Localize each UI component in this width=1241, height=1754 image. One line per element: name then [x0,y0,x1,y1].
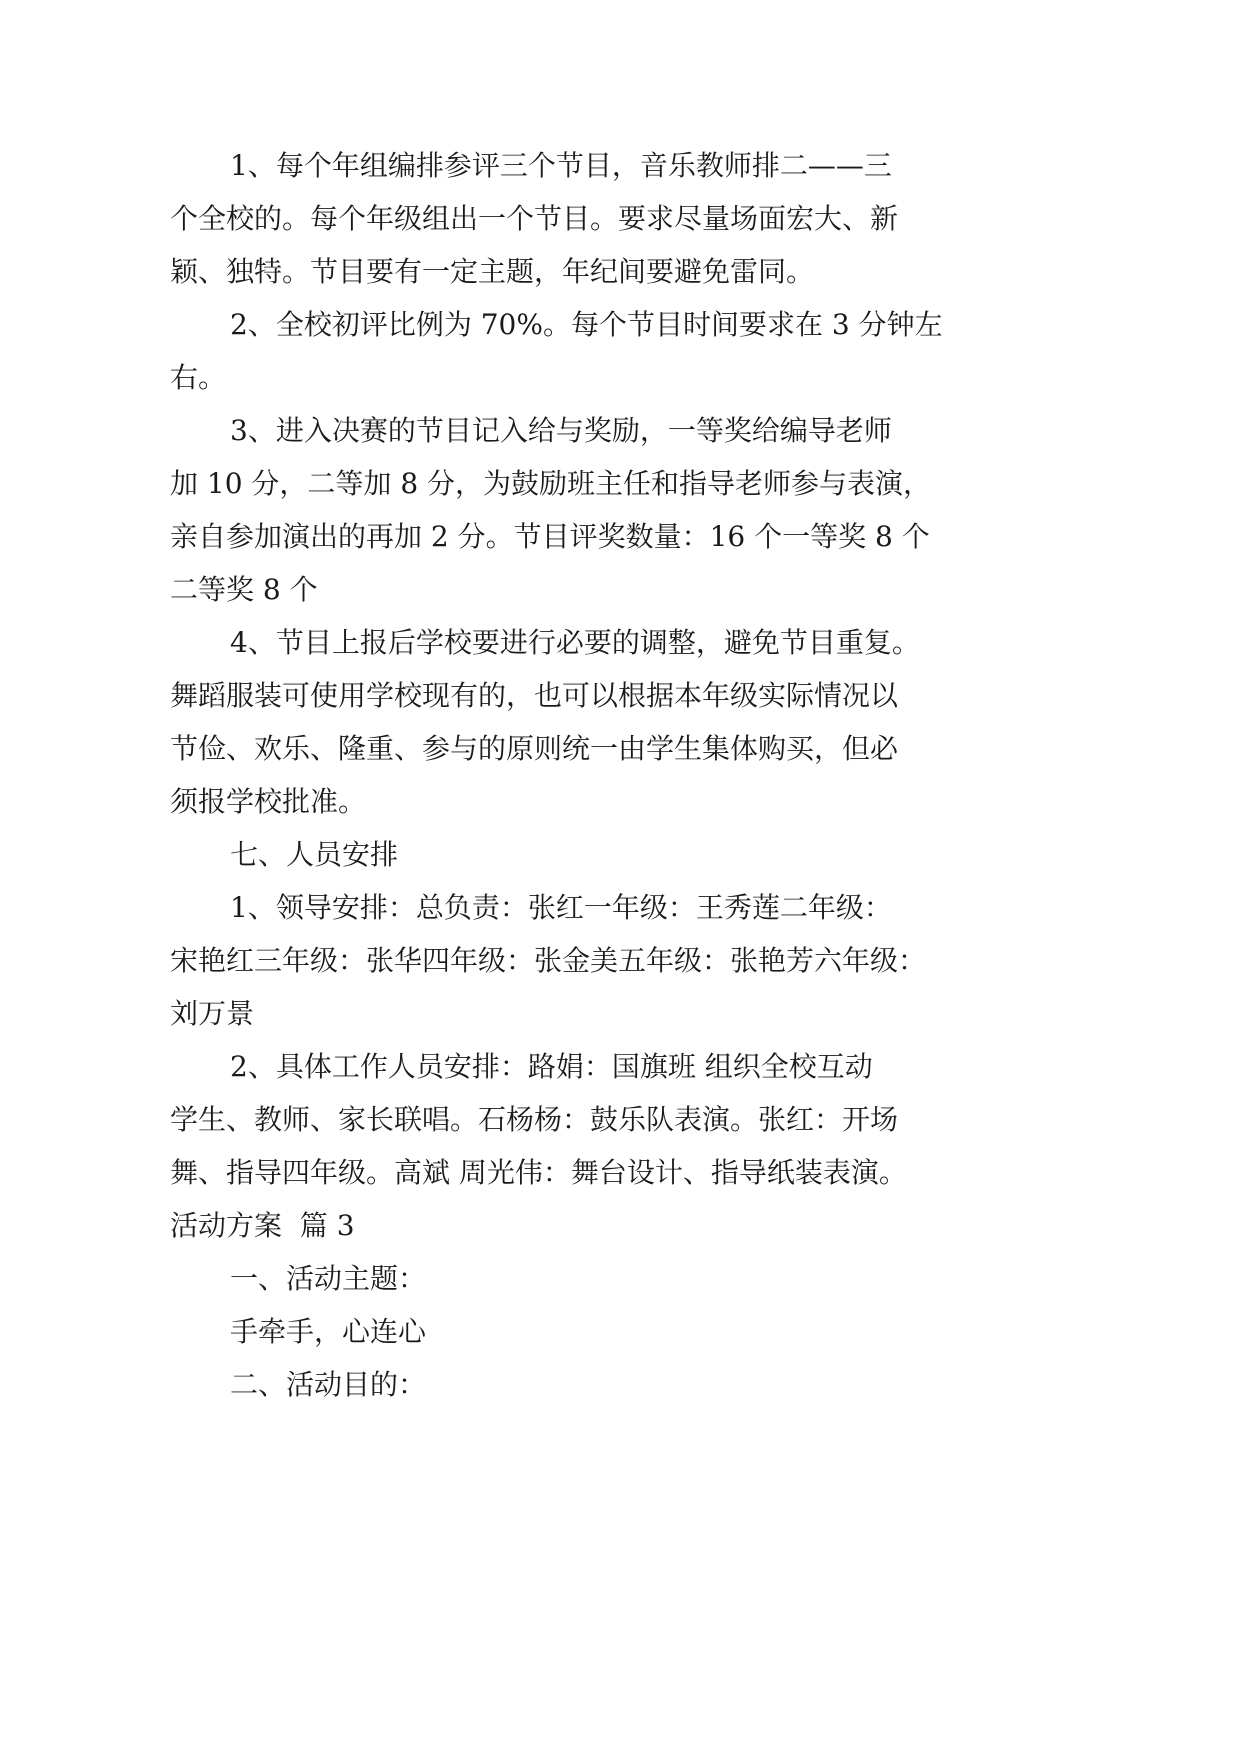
paragraph-line: 学生、教师、家长联唱。石杨杨：鼓乐队表演。张红：开场 [170,1103,899,1136]
paragraph-line: 须报学校批准。 [170,785,367,818]
paragraph-line: 二等奖 8 个 [170,573,318,606]
section-heading: 一、活动主题： [230,1262,427,1295]
paragraph-line: 2、全校初评比例为 70%。每个节目时间要求在 3 分钟左 [230,308,943,341]
paragraph-line: 2、具体工作人员安排：路娟：国旗班 组织全校互动 [230,1050,873,1083]
paragraph-line: 1、每个年组编排参评三个节目，音乐教师排二——三 [230,149,892,182]
paragraph-line: 加 10 分，二等加 8 分，为鼓励班主任和指导老师参与表演， [170,467,932,500]
paragraph-line: 手牵手，心连心 [230,1315,427,1348]
paragraph-line: 1、领导安排：总负责：张红一年级：王秀莲二年级： [230,891,892,924]
paragraph-line: 4、节目上报后学校要进行必要的调整，避免节目重复。 [230,626,920,659]
paragraph-line: 宋艳红三年级：张华四年级：张金美五年级：张艳芳六年级： [170,944,927,977]
section-heading: 二、活动目的： [230,1368,427,1401]
paragraph-line: 个全校的。每个年级组出一个节目。要求尽量场面宏大、新 [170,202,899,235]
paragraph-line: 3、进入决赛的节目记入给与奖励，一等奖给编导老师 [230,414,892,447]
paragraph-line: 刘万景 [170,997,255,1030]
paragraph-line: 颖、独特。节目要有一定主题，年纪间要避免雷同。 [170,255,815,288]
section-title: 活动方案 篇 3 [170,1209,355,1242]
paragraph-line: 右。 [170,361,227,394]
section-heading: 七、人员安排 [230,838,399,871]
paragraph-line: 亲自参加演出的再加 2 分。节目评奖数量：16 个一等奖 8 个 [170,520,930,553]
paragraph-line: 舞蹈服装可使用学校现有的，也可以根据本年级实际情况以 [170,679,899,712]
paragraph-line: 舞、指导四年级。高斌 周光伟：舞台设计、指导纸装表演。 [170,1156,907,1189]
paragraph-line: 节俭、欢乐、隆重、参与的原则统一由学生集体购买，但必 [170,732,899,765]
